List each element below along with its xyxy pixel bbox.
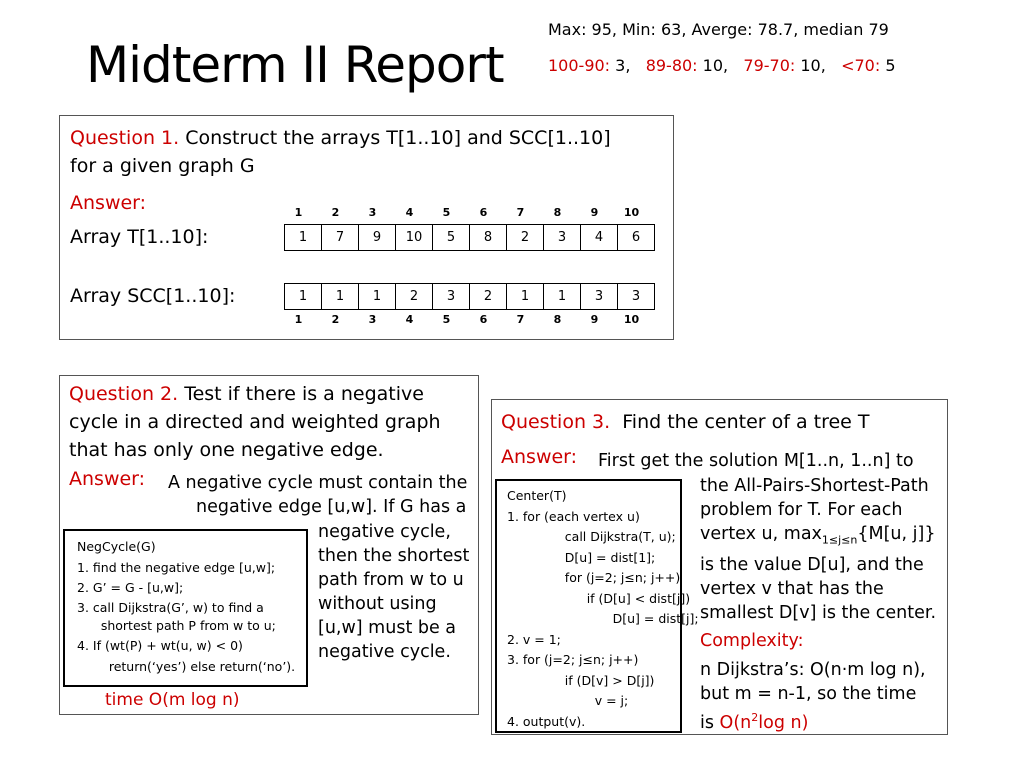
index-cell: 10 [623,313,640,326]
code-line: for (j=2; j≤n; j++) [533,570,681,585]
grade-range-4: <70: [841,56,881,75]
code-line: shortest path P from w to u; [77,617,276,633]
code-line: 1. find the negative edge [u,w]; [77,559,276,575]
index-cell: 4 [405,206,414,219]
question-2-line-2: cycle in a directed and weighted graph [69,411,441,433]
question-1-label: Question 1. [70,127,180,149]
array-t-cell: 3 [544,225,581,251]
answer-line: the All-Pairs-Shortest-Path [700,476,929,496]
answer-line: is the value D[u], and the [700,554,924,575]
array-scc-cell: 3 [433,284,470,310]
answer-line: smallest D[v] is the center. [700,602,937,623]
array-t-table [284,224,655,251]
array-t-cell: 4 [581,225,618,251]
array-t-index-row [280,206,650,219]
index-cell: 3 [368,206,377,219]
index-cell: 8 [553,206,562,219]
array-t-cell: 5 [433,225,470,251]
code-line: return(‘yes’) else return(‘no’). [85,658,296,674]
question-3-answer-first: First get the solution M[1..n, 1..n] to [598,451,914,471]
array-t-cell: 6 [618,225,655,251]
index-cell: 4 [405,313,414,326]
max-term: {M[u, j]} [857,524,936,544]
index-cell: 8 [553,313,562,326]
center-pseudocode [495,479,699,733]
complexity-text [700,658,926,735]
array-scc-cell: 2 [396,284,433,310]
array-t-cell: 2 [507,225,544,251]
array-scc-cell: 1 [359,284,396,310]
complexity-result-sup: 2 [751,711,759,724]
index-cell: 3 [368,313,377,326]
question-1-line-1: Construct the arrays T[1..10] and SCC[1..10] [185,127,611,149]
index-cell: 9 [590,206,599,219]
answer-line: then the shortest [318,546,470,566]
array-scc-cell: 3 [581,284,618,310]
code-line: D[u] = dist[1]; [533,549,656,565]
array-t-cell: 10 [396,225,433,251]
code-line: D[u] = dist[j]; [557,611,699,626]
code-line: 4. If (wt(P) + wt(u, w) < 0) [77,637,243,653]
index-cell: 2 [331,313,340,326]
array-t-cell: 9 [359,225,396,251]
code-line: call Dijkstra(T, u); [533,529,676,544]
complexity-result-pre: O(n [719,712,752,733]
grade-count-4: 5 [885,56,896,75]
grade-distribution [548,56,896,75]
array-scc-cell: 1 [322,284,359,310]
index-cell: 9 [590,313,599,326]
array-t-cell: 7 [322,225,359,251]
question-1-answer-label: Answer: [70,192,147,214]
complexity-result-post: log n) [758,712,809,733]
complexity-label: Complexity: [700,631,804,651]
answer-line: negative cycle, [318,522,451,542]
grade-count-3: 10, [800,56,826,75]
index-cell: 1 [294,313,303,326]
question-1-line-2: for a given graph G [70,155,255,177]
index-cell: 10 [623,206,640,219]
grade-range-2: 89-80: [645,56,698,75]
index-cell: 5 [442,313,451,326]
question-3-answer-label: Answer: [501,446,578,468]
question-1-text [70,124,670,180]
code-line: 2. v = 1; [507,631,561,647]
code-line: 3. call Dijkstra(G’, w) to find a [77,599,264,615]
answer-line [700,522,936,553]
code-line: 3. for (j=2; j≤n; j++) [507,652,639,667]
complexity-line [700,706,926,735]
code-line: if (D[u] < dist[j]) [543,590,691,606]
array-scc-index-row [280,313,650,326]
question-2-answer-label: Answer: [69,468,146,490]
code-line: 2. G’ = G - [u,w]; [77,580,184,595]
index-cell: 1 [294,206,303,219]
array-scc-label: Array SCC[1..10]: [70,285,236,307]
score-stats: Max: 95, Min: 63, Averge: 78.7, median 79 [548,20,889,39]
question-2-line-3: that has only one negative edge. [69,439,384,461]
negcycle-pseudocode [63,529,308,687]
complexity-line: but m = n-1, so the time [700,684,917,704]
code-line: 1. for (each vertex u) [507,508,640,524]
code-line: v = j; [551,693,629,708]
answer-line: without using [318,594,437,614]
answer-line: negative edge [u,w]. If G has a [196,497,467,517]
answer-line: negative cycle. [318,642,451,662]
index-cell: 5 [442,206,451,219]
array-t-label: Array T[1..10]: [70,226,209,248]
answer-line: problem for T. For each [700,500,903,520]
complexity-prefix: is [700,712,720,733]
max-subscript: 1≤j≤n [821,533,858,547]
question-3-text [501,408,870,436]
page-title: Midterm II Report [86,36,504,94]
question-2-label: Question 2. [69,383,179,405]
answer-line: path from w to u [318,570,464,590]
max-text: vertex u, max [700,524,822,544]
answer-line: A negative cycle must contain the [168,473,468,493]
grade-count-2: 10, [702,56,729,75]
index-cell: 6 [479,206,488,219]
index-cell: 6 [479,313,488,326]
code-line: Center(T) [507,488,567,503]
array-scc-cell: 3 [618,284,655,310]
array-t-cell: 1 [285,225,322,251]
question-2-time: time O(m log n) [105,690,240,710]
array-scc-cell: 2 [470,284,507,310]
array-t-cell: 8 [470,225,507,251]
question-2-text [69,380,474,464]
answer-line: [u,w] must be a [318,618,457,638]
grade-count-1: 3, [615,56,631,75]
question-3-line: Find the center of a tree T [622,411,870,433]
question-3-answer-body [700,474,936,625]
array-scc-cell: 1 [507,284,544,310]
array-scc-cell: 1 [285,284,322,310]
complexity-line: n Dijkstra’s: O(n·m log n), [700,660,926,680]
index-cell: 7 [516,313,525,326]
question-3-label: Question 3. [501,411,611,433]
complexity-result [720,713,809,733]
question-2-answer-top [168,471,467,519]
code-line: 4. output(v). [507,713,586,729]
code-line: NegCycle(G) [77,539,156,554]
index-cell: 7 [516,206,525,219]
index-cell: 2 [331,206,340,219]
question-2-line-1: Test if there is a negative [184,383,424,405]
array-scc-cell: 1 [544,284,581,310]
question-2-answer-right [318,520,469,664]
array-scc-table [284,283,655,310]
grade-range-3: 79-70: [743,56,796,75]
code-line: if (D[v] > D[j]) [533,672,655,688]
answer-line: vertex v that has the [700,578,884,599]
grade-range-1: 100-90: [548,56,611,75]
